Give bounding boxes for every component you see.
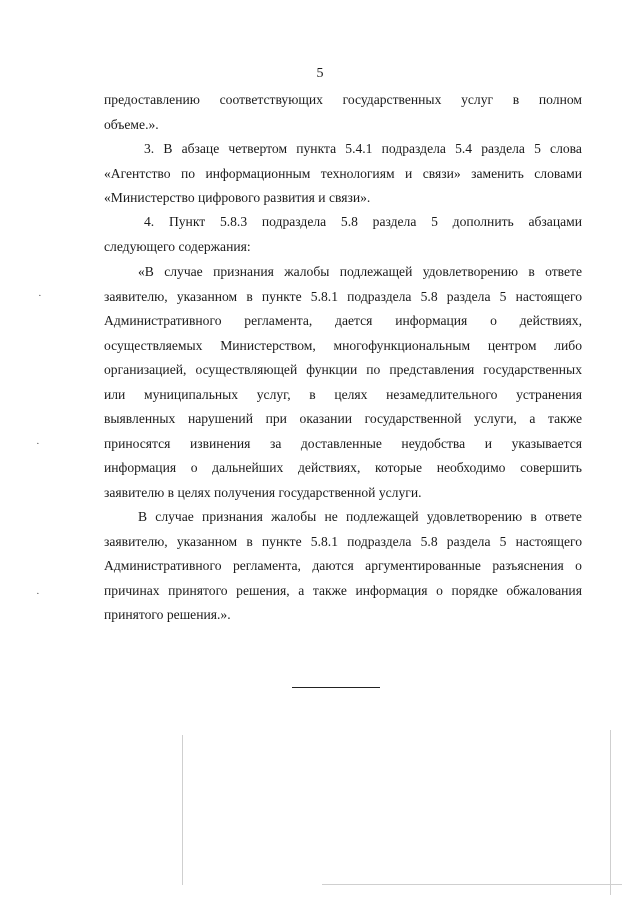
separator-line <box>292 687 380 688</box>
text-line: заявителю в целях получения государственной услуги. <box>104 484 422 500</box>
scan-artifact-line <box>322 884 622 885</box>
text-line: В случае признания жалобы не подлежащей удовлетворению в ответе <box>138 509 582 524</box>
text-line: «Агентство по информационным технологиям и связи» заменить словами <box>104 165 583 181</box>
text-line: следующего содержания: <box>104 238 251 254</box>
paragraph-item-4 <box>104 210 582 259</box>
text-line: Административного регламента, даются аргументированные разъяснения о <box>104 558 582 573</box>
text-line: 4. Пункт 5.8.3 подраздела 5.8 раздела 5 дополнить абзацами <box>144 214 583 229</box>
quoted-paragraph-1 <box>104 260 582 505</box>
text-line: 3. В абзаце четвертом пункта 5.4.1 подраздела 5.4 раздела 5 слова <box>144 141 582 156</box>
scan-speck: · <box>38 290 42 302</box>
text-line: осуществляемых Министерством, многофункциональным центром либо <box>104 337 582 353</box>
text-line: информация о дальнейших действиях, которые необходимо совершить <box>104 460 582 475</box>
scan-artifact-line <box>610 730 611 895</box>
text-line: принятого решения.». <box>104 607 231 622</box>
text-line: «Министерство цифрового развития и связи». <box>104 190 371 205</box>
text-line: заявителю, указанном в пункте 5.8.1 подраздела 5.8 раздела 5 настоящего <box>104 533 583 549</box>
text-line: причинах принятого решения, а также информация о порядке обжалования <box>104 582 582 598</box>
paragraph-item-3 <box>104 137 582 211</box>
scan-speck: · <box>36 438 40 450</box>
scan-speck: · <box>36 588 40 600</box>
text-line: приносятся извинения за доставленные неудобства и указывается <box>104 435 582 451</box>
text-line: или муниципальных услуг, в целях незамедлительного устранения <box>104 386 583 402</box>
scan-artifact-line <box>182 735 183 885</box>
page-number: 5 <box>316 66 324 81</box>
text-line: «В случае признания жалобы подлежащей удовлетворению в ответе <box>138 264 582 279</box>
text-line: объеме.». <box>104 116 159 132</box>
text-line: предоставлению соответствующих государственных услуг в полном <box>104 92 582 107</box>
paragraph-continuation <box>104 88 582 137</box>
quoted-paragraph-2 <box>104 505 582 628</box>
text-line: Административного регламента, дается информация о действиях, <box>104 313 582 328</box>
text-line: заявителю, указанном в пункте 5.8.1 подраздела 5.8 раздела 5 настоящего <box>104 288 583 304</box>
text-line: организацией, осуществляющей функции по представления государственных <box>104 362 582 377</box>
text-line: выявленных нарушений при оказании государственной услуги, а также <box>104 411 582 426</box>
